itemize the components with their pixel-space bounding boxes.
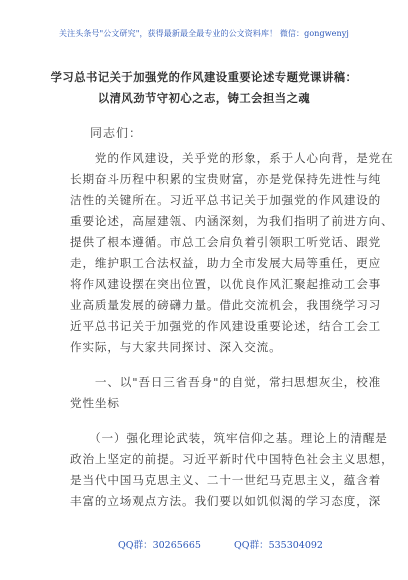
body-line: 走，维护职工合法权益，助力全市发展大局等重任，更应	[70, 256, 382, 270]
body-line: 业高质量发展的磅礴力量。借此交流机会，我围绕学习习	[70, 298, 382, 312]
document-title-line-1: 学习总书记关于加强党的作风建设重要论述专题党课讲稿：	[50, 70, 358, 84]
section-heading: 一、以"吾日三省吾身"的自觉，常扫思想灰尘，校准	[70, 375, 382, 389]
body-line: 丰富的立场观点方法。我们要以如饥似渴的学习态度，深	[70, 494, 382, 508]
body-line: （一）强化理论武装，筑牢信仰之基。理论上的清醒是	[70, 431, 388, 445]
body-line: 将作风建设摆在突出位置，以优良作风汇聚起推动工会事	[70, 277, 382, 291]
body-line: 近平总书记关于加强党的作风建设重要论述，结合工会工	[70, 319, 382, 333]
section-heading: 党性坐标	[70, 396, 120, 410]
document-title-line-2: 以清风劲节守初心之志，铸工会担当之魂	[97, 91, 311, 105]
body-line: 党的作风建设，关乎党的形象，系于人心向背，是党在	[70, 151, 394, 165]
body-line: 提供了根本遵循。市总工会肩负着引领职工听党话、跟党	[70, 235, 382, 249]
body-line: 长期奋斗历程中积累的宝贵财富，亦是党保持先进性与纯	[70, 172, 382, 186]
body-line: 重要论述，高屋建瓴、内涵深刻，为我们指明了前进方向、	[70, 214, 394, 228]
body-line: 政治上坚定的前提。习近平新时代中国特色社会主义思想，	[70, 452, 394, 466]
body-line: 作实际，与大家共同探讨、深入交流。	[70, 340, 282, 354]
salutation: 同志们：	[90, 126, 143, 140]
footer-qq-group-2: QQ群：535304092	[234, 540, 323, 551]
body-line: 洁性的关键所在。习近平总书记关于加强党的作风建设的	[70, 193, 382, 207]
footer-qq-group-1: QQ群：30265665	[118, 540, 201, 551]
body-line: 是当代中国马克思主义、二十一世纪马克思主义，蕴含着	[70, 473, 382, 487]
header-banner: 关注头条号"公文研究"，获得最新最全最专业的公文资料库！ 微信：gongwenyj	[59, 29, 349, 38]
